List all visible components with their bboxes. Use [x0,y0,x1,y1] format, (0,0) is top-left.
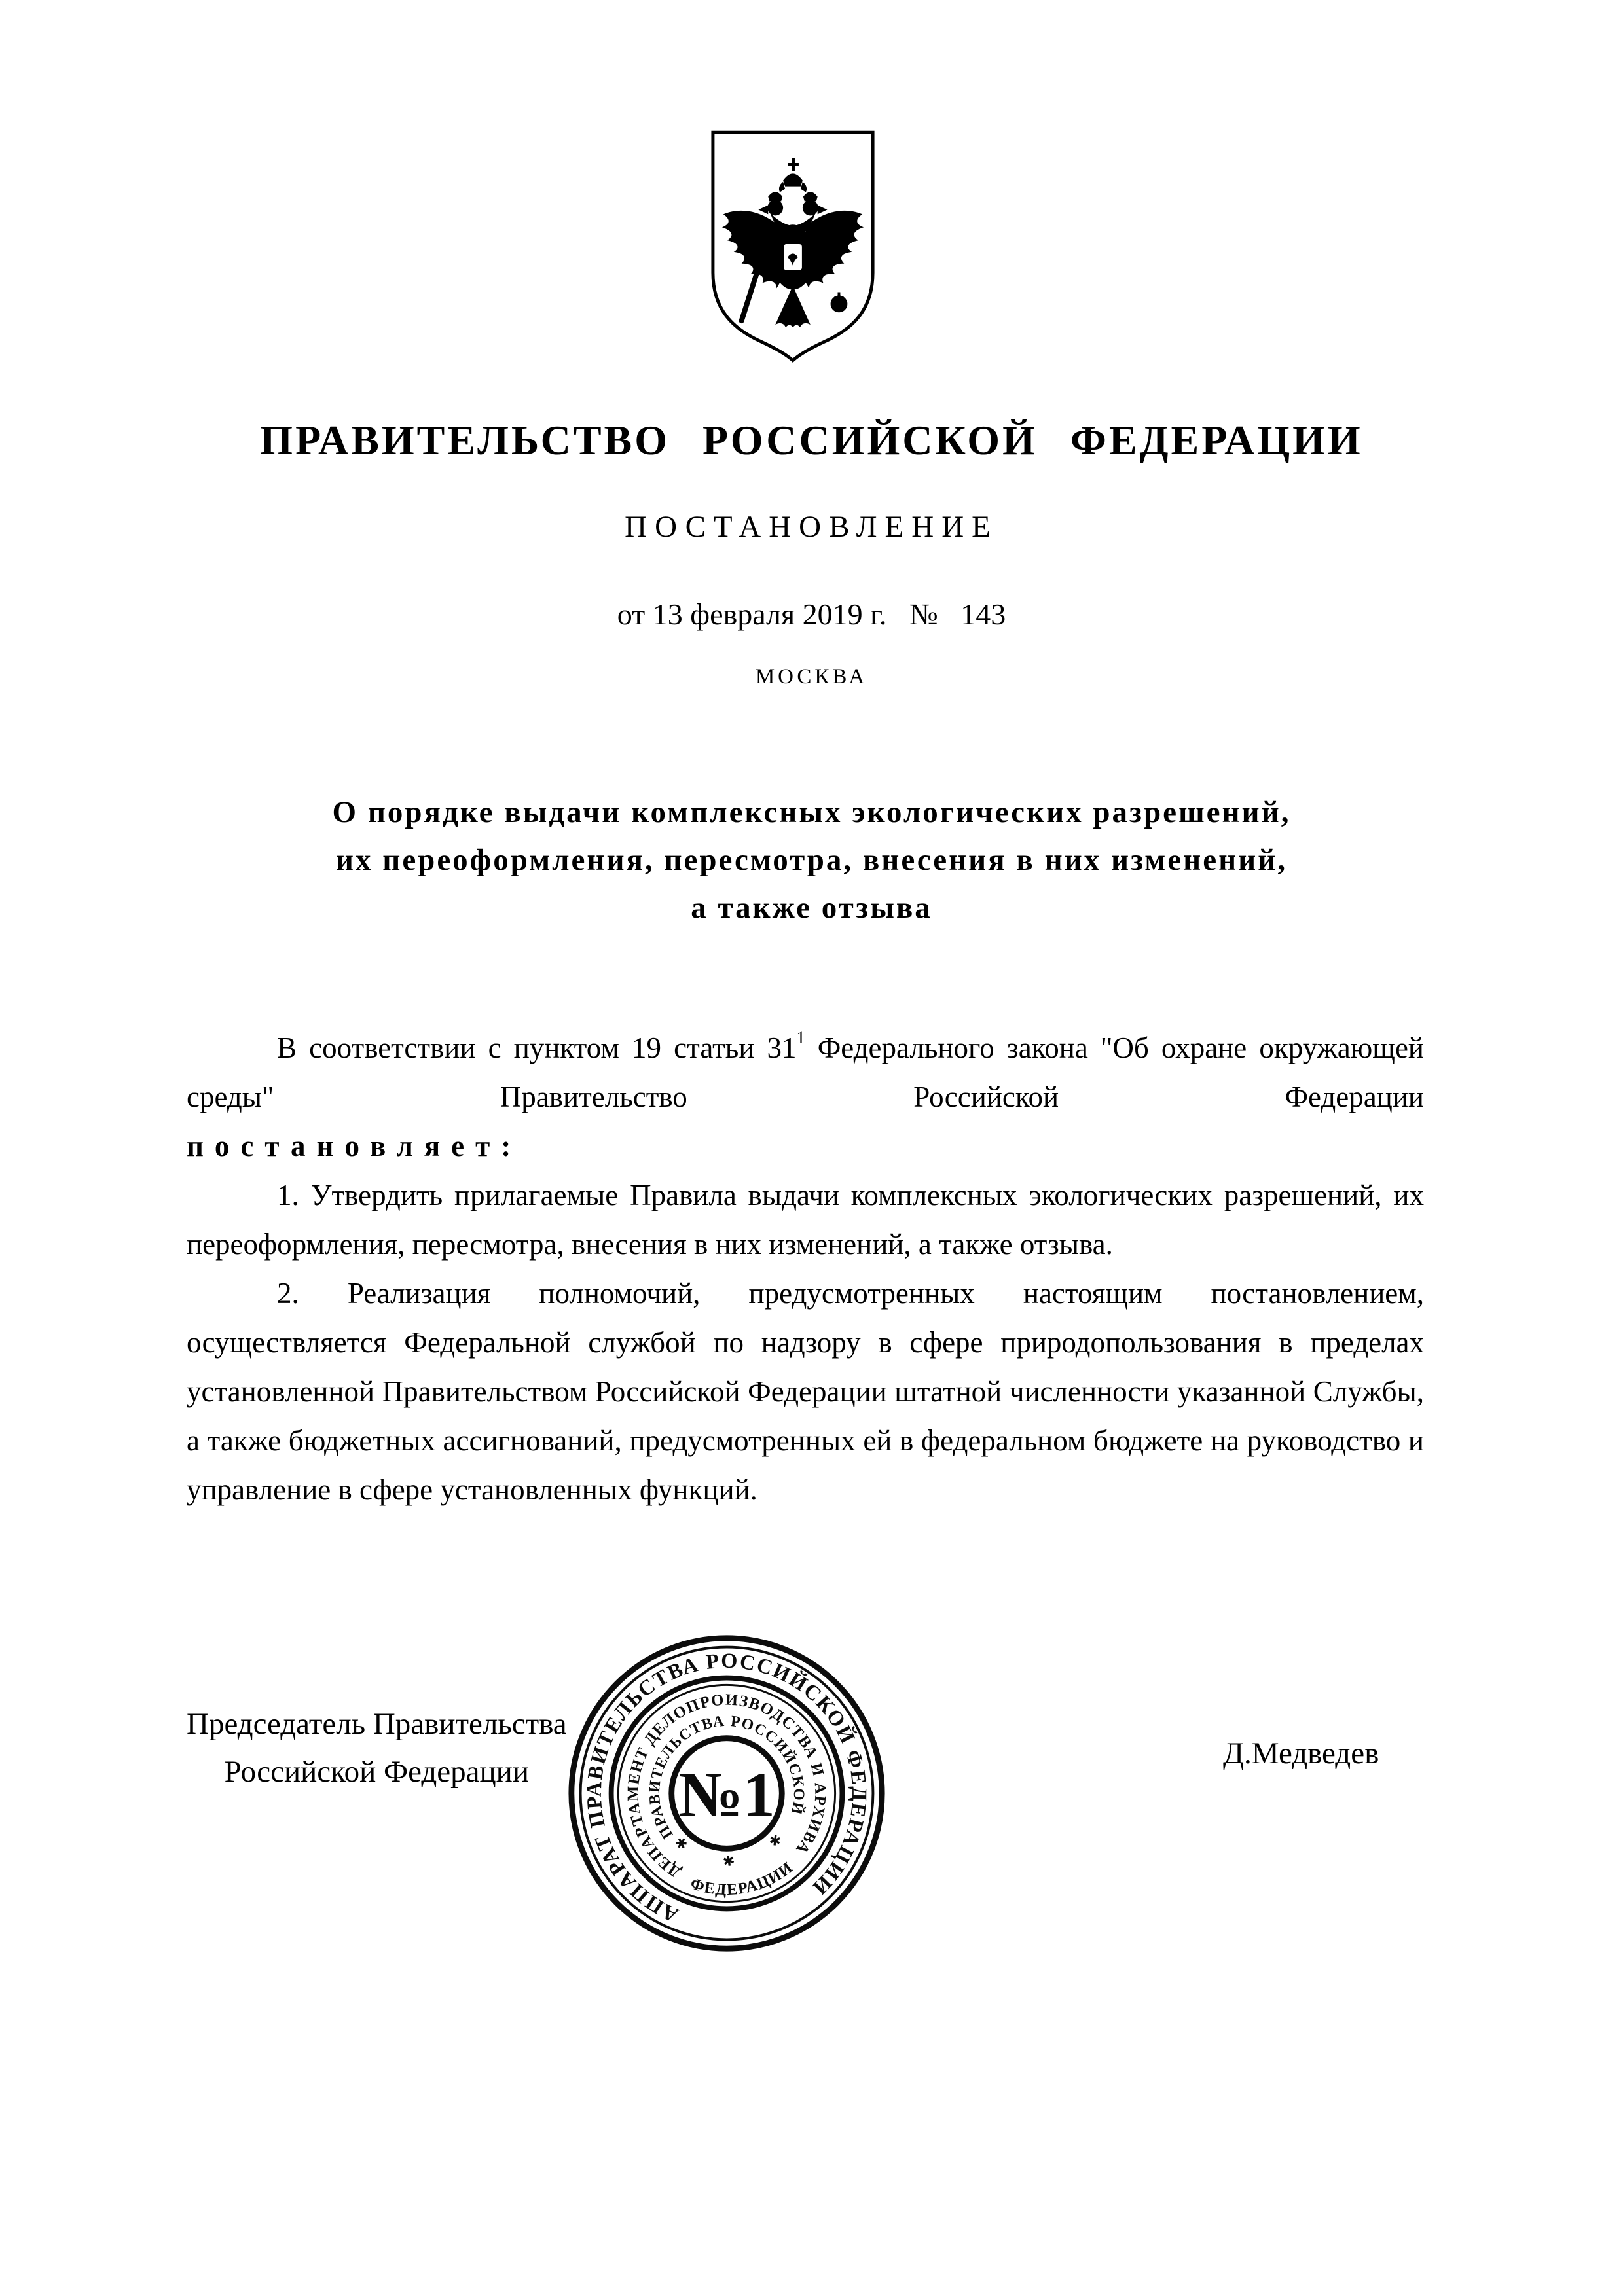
document-body [187,1013,1424,1515]
document-title-line-1: О порядке выдачи комплексных экологических разрешений, [332,795,1291,829]
paragraph-preamble [187,1013,1424,1122]
signature-position-line-2: Российской Федерации [224,1755,529,1789]
document-type-heading: ПОСТАНОВЛЕНИЕ [625,510,998,544]
stamp-number: №1 [678,1759,775,1831]
stamp-inner-text: ПРАВИТЕЛЬСТВА РОССИЙСКОЙ [646,1712,808,1842]
signature-position-line-1: Председатель Правительства [187,1707,567,1741]
stamp-middle-bottom-text: ФЕДЕРАЦИИ [688,1858,797,1899]
article-superscript: 1 [796,1028,805,1047]
document-title-line-3: а также отзыва [691,891,932,925]
signature-position-title [187,1700,567,1796]
preamble-text: В соответствии с пунктом 19 статьи 31 [277,1031,797,1064]
paragraph-item-2: 2. Реализация полномочий, предусмотренных настоящим постановлением, осуществляется Федеральной службой по надзору в сфере природопользования в пределах установленной Правительством Российской Федерации штатной численности указанной Службы, а также бюджетных ассигнований, предусмотренных ей в федеральном бюджете на руководство и управление в сфере установленных функций. [187,1277,1424,1506]
signature-name: Д.Медведев [1223,1736,1379,1770]
document-title [196,789,1427,932]
stamp-stars: ✱ ✱ ✱ [671,1816,797,1871]
document-title-line-2: их переоформления, пересмотра, внесения в них изменений, [335,843,1288,877]
stamp-outer-text: АППАРАТ ПРАВИТЕЛЬСТВА РОССИЙСКОЙ ФЕДЕРАЦИИ [581,1648,872,1928]
preamble-text-continued: Федерального закона "Об охране окружающей среды" Правительство Российской Федерации [187,1031,1424,1113]
stamp-middle-text: ДЕПАРТАМЕНТ ДЕЛОПРОИЗВОДСТВА И АРХИВА [624,1691,830,1882]
government-name-heading: ПРАВИТЕЛЬСТВО РОССИЙСКОЙ ФЕДЕРАЦИИ [260,417,1363,463]
russia-coat-of-arms-icon [705,128,881,364]
date-and-number-line: от 13 февраля 2019 г. № 143 [617,598,1006,631]
official-round-stamp [566,1633,887,1954]
city-label: МОСКВА [755,665,868,689]
paragraph-item-1: 1. Утвердить прилагаемые Правила выдачи комплексных экологических разрешений, их переоформления, пересмотра, внесения в них изменений, а также отзыва. [187,1179,1424,1261]
resolves-word: постановляет: [187,1130,522,1162]
